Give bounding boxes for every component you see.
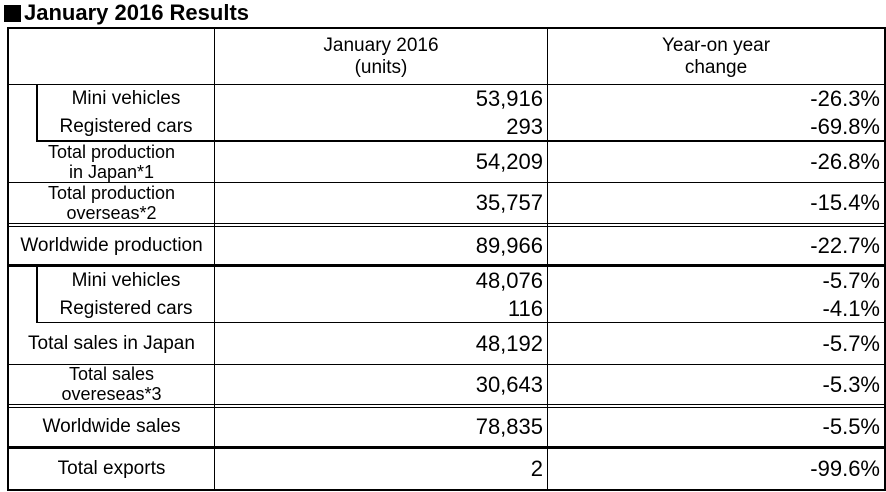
row-units: 48,192 — [475, 330, 543, 356]
row-label-line1: Total production — [47, 182, 176, 203]
row-label: Mini vehicles — [71, 269, 181, 291]
row-label-line2: overseas*2 — [66, 202, 157, 223]
row-label-line1: Total sales — [68, 364, 155, 384]
row-label: Worldwide sales — [42, 416, 181, 437]
header-units-line2: (units) — [354, 56, 408, 78]
row-label: Registered cars — [59, 115, 193, 137]
row-units: 116 — [507, 295, 543, 321]
row-change: -26.3% — [810, 86, 880, 111]
row-change: -15.4% — [810, 190, 880, 215]
row-label: Mini vehicles — [71, 88, 181, 109]
row-change: -22.7% — [810, 232, 880, 258]
row-change: -4.1% — [822, 295, 880, 321]
header-change-line2: change — [684, 56, 748, 78]
row-label-line2: overeseas*3 — [61, 384, 162, 404]
table-border-bottom — [7, 489, 886, 491]
row-label-line2: in Japan*1 — [68, 161, 155, 182]
header-units — [215, 29, 547, 84]
row-divider-thick — [7, 264, 886, 267]
row-label: Total sales in Japan — [28, 332, 195, 354]
row-label: Worldwide production — [20, 234, 203, 256]
row-label — [9, 141, 214, 182]
row-label — [9, 182, 214, 223]
title-text: January 2016 Results — [24, 0, 250, 25]
row-change: -5.3% — [822, 371, 880, 397]
row-change: -99.6% — [810, 456, 880, 481]
row-units: 78,835 — [475, 414, 543, 439]
row-change: -5.7% — [822, 267, 880, 293]
row-change: -69.8% — [810, 113, 880, 139]
row-label — [9, 364, 214, 404]
row-units: 89,966 — [475, 232, 543, 258]
row-units: 48,076 — [475, 267, 543, 293]
row-label: Total exports — [57, 458, 166, 479]
row-change: -5.5% — [822, 414, 880, 439]
row-change: -5.7% — [822, 330, 880, 356]
row-divider-double — [7, 404, 886, 405]
header-units-line1: January 2016 — [323, 34, 439, 56]
header-divider — [7, 84, 886, 85]
row-units: 293 — [506, 113, 543, 139]
header-change-line1: Year-on year — [661, 34, 771, 56]
row-label-line1: Total production — [47, 141, 176, 162]
row-units: 35,757 — [475, 190, 543, 215]
header-change — [548, 29, 884, 84]
row-units: 54,209 — [475, 149, 543, 174]
row-units: 2 — [530, 456, 543, 481]
row-change: -26.8% — [810, 149, 880, 174]
row-units: 30,643 — [475, 371, 543, 397]
row-label: Registered cars — [59, 297, 193, 319]
row-units: 53,916 — [475, 86, 543, 111]
row-divider-double — [7, 223, 886, 224]
